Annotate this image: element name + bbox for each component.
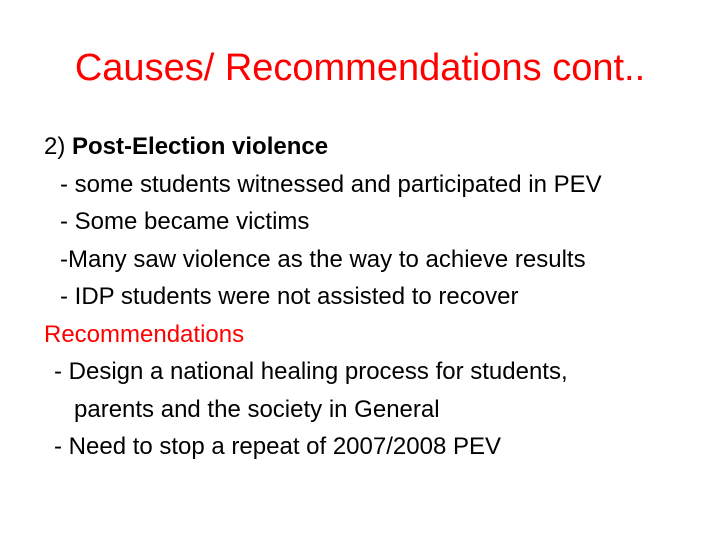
cause-item: -Many saw violence as the way to achieve results [60, 245, 586, 273]
section-heading: Post-Election violence [72, 133, 329, 160]
cause-item: - some students witnessed and participated in PEV [60, 170, 602, 198]
cause-item: - Some became victims [60, 208, 310, 235]
recommendation-item-continuation: parents and the society in General [74, 395, 440, 423]
cause-item: - IDP students were not assisted to recover [60, 283, 519, 310]
recommendations-heading: Recommendations [44, 320, 245, 348]
section-heading-line [44, 128, 704, 166]
section-number: 2) [44, 133, 66, 160]
recommendation-item: - Need to stop a repeat of 2007/2008 PEV [54, 433, 501, 460]
slide-body [44, 128, 704, 466]
recommendation-item: - Design a national healing process for students, [54, 358, 568, 385]
slide-title: Causes/ Recommendations cont.. [74, 47, 646, 89]
